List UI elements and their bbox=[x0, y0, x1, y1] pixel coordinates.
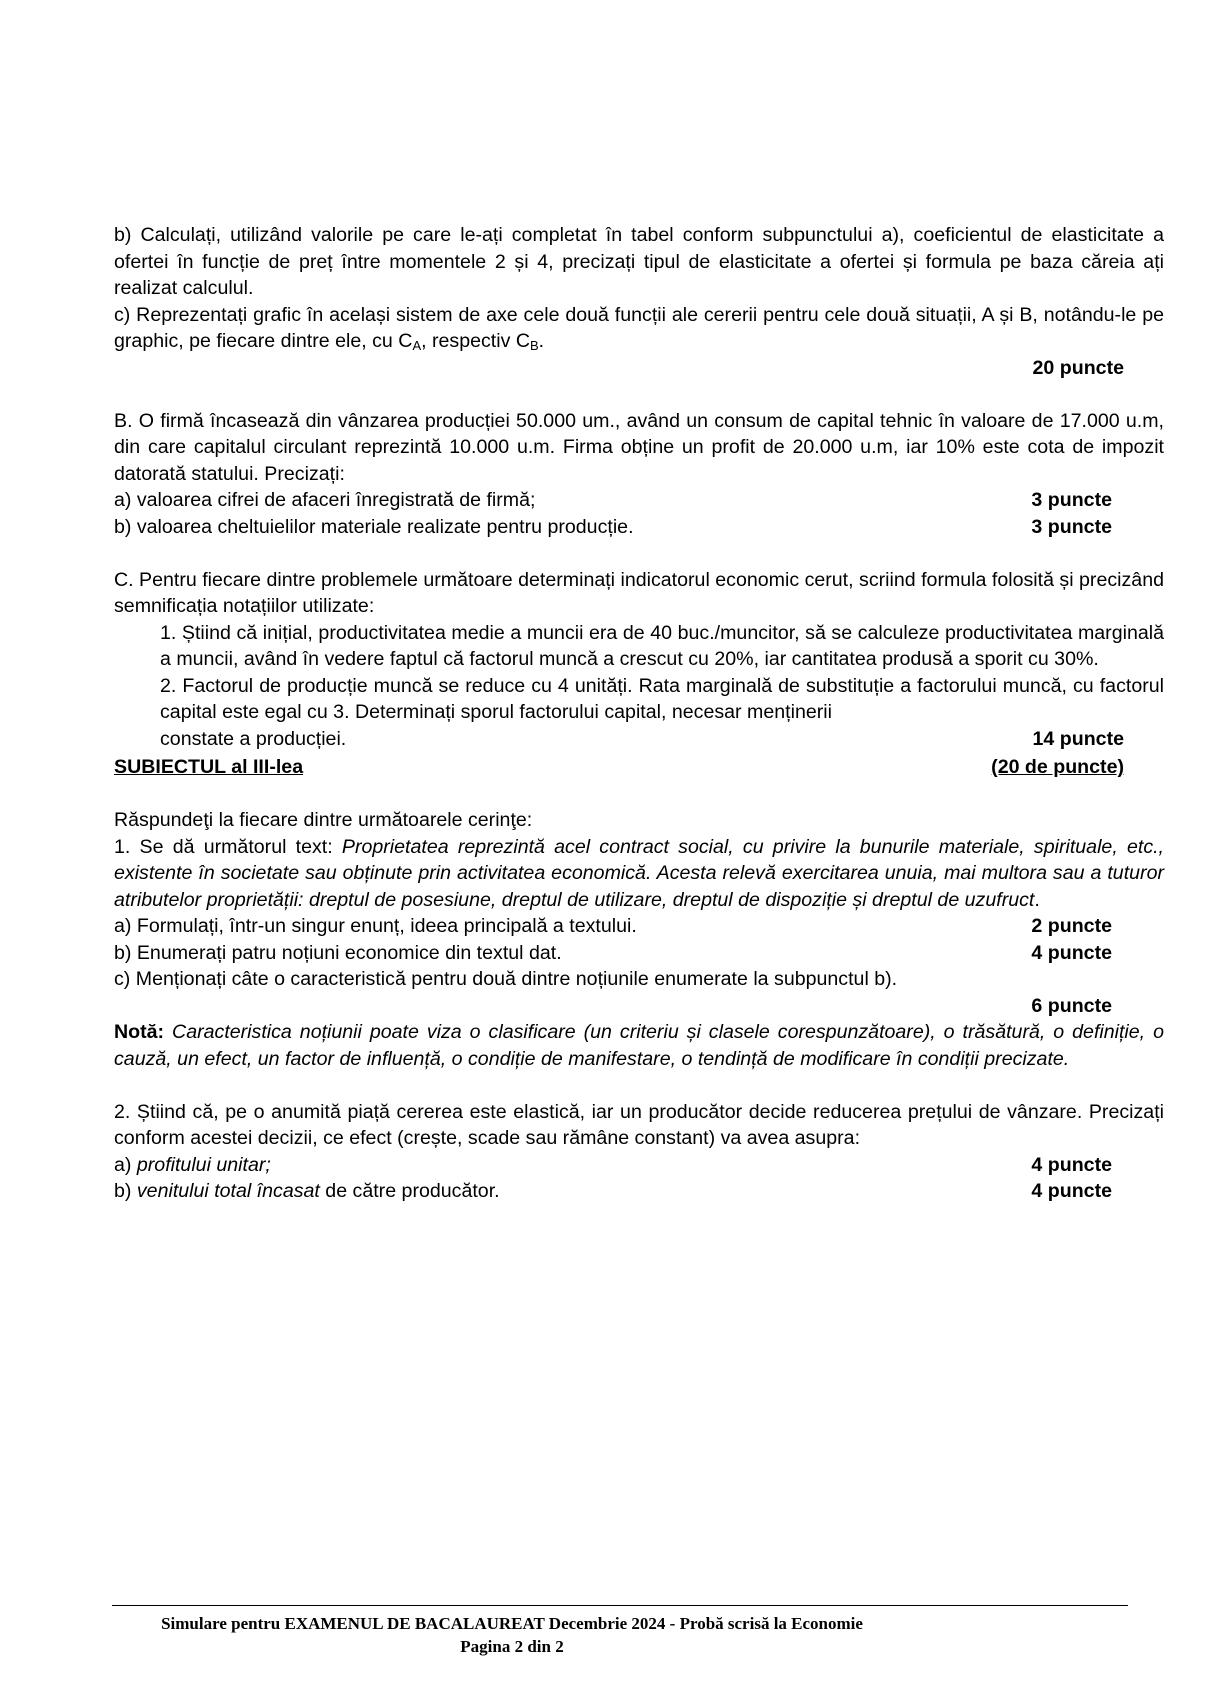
q1-a-points: 2 puncte bbox=[1031, 915, 1112, 937]
q1-b-row bbox=[114, 940, 1164, 967]
subject-3-heading bbox=[114, 754, 1124, 781]
part-c-problem-1: 1. Știind că inițial, productivitatea medie a muncii era de 40 buc./muncitor, să se calculeze productivitatea marginală a muncii, având în vedere faptul că factorul muncă a crescut cu 20%, iar cantitatea produsă a sporit cu 30%. bbox=[160, 621, 1164, 670]
q1-a-row bbox=[114, 913, 1164, 940]
note-label: Notă: bbox=[114, 1021, 165, 1043]
note bbox=[114, 1019, 1164, 1072]
q2-a: a) profitului unitar; bbox=[114, 1153, 271, 1176]
footer-divider bbox=[112, 1605, 1128, 1606]
part-c-problems bbox=[114, 620, 1164, 753]
page-footer bbox=[112, 1612, 912, 1658]
q1-quote: Proprietatea reprezintă acel contract social, cu privire la bunurile materiale, spirituale, etc., existente în societate sau obținute prin activitatea economică. Acesta relevă exercitarea unuia, mai multora sau a tuturor atributelor proprietății: dreptul de posesiune, dreptul de utilizare, dreptul de dispoziție și dreptul de uzufruct bbox=[114, 835, 1164, 911]
footer-title: Simulare pentru EXAMENUL DE BACALAUREAT Decembrie 2024 - Probă scrisă la Economie bbox=[161, 1614, 863, 1633]
question-a-b: b) Calculați, utilizând valorile pe care le-ați completat în tabel conform subpunctului a), coeficientul de elasticitate a ofertei în funcție de preț între momentele 2 și 4, precizați tipul de elasticitate a ofertei și formula pe baza căreia ați realizat calculul. bbox=[114, 224, 1164, 299]
q1-c-points: 6 puncte bbox=[1031, 994, 1112, 1017]
part-c-points: 14 puncte bbox=[1032, 727, 1124, 750]
q1-c: c) Menționați câte o caracteristică pentru două dintre noțiunile enumerate la subpunctul b). bbox=[114, 968, 898, 990]
subject-3-points: (20 de puncte) bbox=[991, 756, 1124, 778]
part-b-a-points: 3 puncte bbox=[1031, 489, 1112, 511]
part-c-problem-2-last: constate a producției. 14 puncte bbox=[160, 726, 1164, 753]
note-text: Caracteristica noțiunii poate viza o clasificare (un criteriu și clasele corespunzătoare), o trăsătură, o definiție, o cauză, un efect, un factor de influență, o condiție de manifestare, o tendință de modificare în condiții precizate. bbox=[114, 1021, 1164, 1070]
q1-b: b) Enumerați patru noțiuni economice din textul dat. bbox=[114, 941, 562, 964]
points-a: 20 puncte bbox=[1032, 356, 1124, 379]
subject-3-intro: Răspundeţi la fiecare dintre următoarele cerinţe: bbox=[114, 809, 533, 831]
part-b-b: b) valoarea cheltuielilor materiale realizate pentru producție. bbox=[114, 515, 634, 538]
part-b-b-row bbox=[114, 514, 1164, 541]
subject-3-title: SUBIECTUL al III-lea bbox=[114, 756, 304, 778]
part-b-a-row bbox=[114, 487, 1164, 514]
q1-a: a) Formulați, într-un singur enunț, ideea principală a textului. bbox=[114, 915, 637, 937]
q2-b-points: 4 puncte bbox=[1031, 1180, 1112, 1202]
q2-a-row bbox=[114, 1152, 1164, 1179]
subject-3-q1: 1. Se dă următorul text: Proprietatea reprezintă acel contract social, cu privire la bunurile materiale, spirituale, etc., existente în societate sau obținute prin activitatea economică. Acesta relevă exercitarea unuia, mai multora sau a tuturor atributelor proprietății: dreptul de posesiune, dreptul de utilizare, dreptul de dispoziție și dreptul de uzufruct. bbox=[114, 835, 1164, 911]
page-content bbox=[114, 222, 1164, 1205]
subject-3-q2: 2. Știind că, pe o anumită piață cererea este elastică, iar un producător decide reducerea prețului de vânzare. Precizați conform acestei decizii, ce efect (crește, scade sau rămâne constant) va avea asupra: bbox=[114, 1100, 1164, 1149]
q2-a-points: 4 puncte bbox=[1031, 1153, 1112, 1176]
q2-b: b) venitului total încasat de către producător. bbox=[114, 1180, 500, 1202]
question-a-c: c) Reprezentați grafic în același sistem de axe cele două funcții ale cererii pentru cele două situații, A și B, notându-le pe graphic, pe fiecare dintre ele, cu $C_A$, respectiv $C_B$. bbox=[114, 303, 1164, 353]
part-b-b-points: 3 puncte bbox=[1031, 515, 1112, 538]
part-b-a: a) valoarea cifrei de afaceri înregistrată de firmă; bbox=[114, 489, 536, 511]
q2-b-row bbox=[114, 1178, 1164, 1205]
q1-b-points: 4 puncte bbox=[1031, 941, 1112, 964]
part-c-problem-2: 2. Factorul de producție muncă se reduce cu 4 unități. Rata marginală de substituție a factorului muncă, cu factorul capital este egal cu 3. Determinați sporul factorului capital, necesar menținerii bbox=[160, 674, 1164, 723]
footer-page-number: Pagina 2 din 2 bbox=[460, 1637, 564, 1656]
part-c-intro: C. Pentru fiecare dintre problemele următoare determinați indicatorul economic cerut, scriind formula folosită și precizând semnificația notațiilor utilizate: bbox=[114, 568, 1164, 617]
part-b-intro: B. O firmă încasează din vânzarea producției 50.000 um., având un consum de capital tehnic în valoare de 17.000 u.m, din care capitalul circulant reprezintă 10.000 u.m. Firma obține un profit de 20.000 u.m, iar 10% este cota de impozit datorată statului. Precizați: bbox=[114, 409, 1164, 485]
